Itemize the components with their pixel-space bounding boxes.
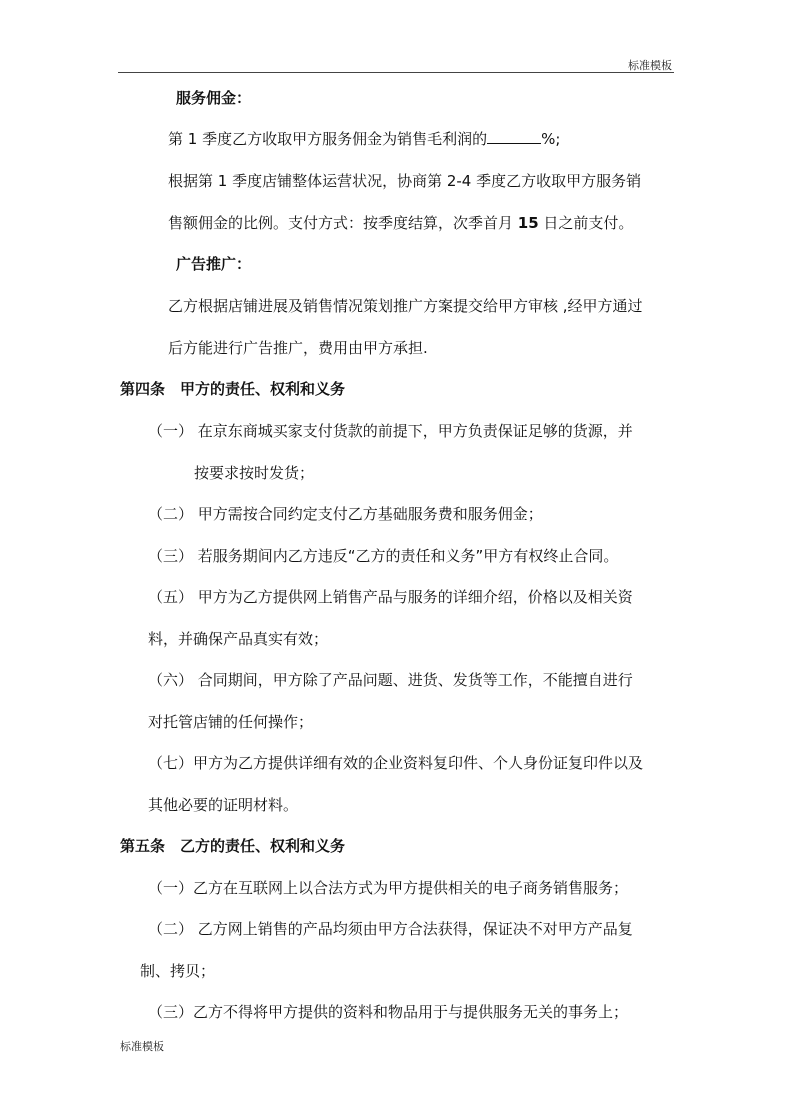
a4-item3: （三） 若服务期间内乙方违反“乙方的责任和义务”甲方有权终止合同。	[148, 547, 619, 565]
commission-q1-text: 第 1 季度乙方收取甲方服务佣金为销售毛利润的	[168, 130, 488, 148]
footer-label: 标准模板	[120, 1040, 164, 1053]
commission-q2-4-line1: 根据第 1 季度店铺整体运营状况，协商第 2-4 季度乙方收取甲方服务销	[168, 172, 642, 190]
commission-q1-suffix: %;	[541, 130, 561, 148]
a5-item2-line2: 制、拷贝；	[140, 962, 216, 980]
commission-blank	[487, 130, 541, 144]
commission-q1-line	[168, 129, 560, 149]
a4-item5-line2: 料，并确保产品真实有效；	[148, 630, 329, 648]
a4-item6-line2: 对托管店铺的任何操作；	[148, 713, 314, 731]
payment-text-c: 日之前支付。	[538, 214, 634, 232]
payment-day-number: 15	[517, 214, 539, 232]
article5-heading: 第五条 乙方的责任、权利和义务	[120, 837, 346, 855]
a5-item3: （三）乙方不得将甲方提供的资料和物品用于与提供服务无关的事务上；	[148, 1003, 629, 1021]
header-label: 标准模板	[628, 59, 672, 72]
a4-item7-line2: 其他必要的证明材料。	[148, 796, 299, 814]
a4-item2: （二） 甲方需按合同约定支付乙方基础服务费和服务佣金；	[148, 505, 543, 523]
ad-line1: 乙方根据店铺进展及销售情况策划推广方案提交给甲方审核 ,经甲方通过	[168, 297, 643, 315]
a5-item1: （一）乙方在互联网上以合法方式为甲方提供相关的电子商务销售服务；	[148, 879, 629, 897]
ad-line2: 后方能进行广告推广，费用由甲方承担.	[168, 339, 428, 357]
a4-item5-line1: （五） 甲方为乙方提供网上销售产品与服务的详细介绍，价格以及相关资	[148, 588, 633, 606]
a4-item1-line1: （一） 在京东商城买家支付货款的前提下，甲方负责保证足够的货源，并	[148, 422, 633, 440]
a4-item1-line2: 按要求按时发货；	[194, 464, 315, 482]
header-divider	[118, 72, 674, 73]
a4-item7-line1: （七）甲方为乙方提供详细有效的企业资料复印件、个人身份证复印件以及	[148, 754, 644, 772]
a5-item2-line1: （二） 乙方网上销售的产品均须由甲方合法获得，保证决不对甲方产品复	[148, 920, 633, 938]
article4-heading: 第四条 甲方的责任、权利和义务	[120, 380, 346, 398]
service-commission-heading: 服务佣金：	[176, 89, 252, 107]
ad-heading: 广告推广：	[176, 255, 252, 273]
payment-text-a: 售额佣金的比例。支付方式：按季度结算，次季首月	[168, 214, 518, 232]
a4-item6-line1: （六） 合同期间，甲方除了产品问题、进货、发货等工作，不能擅自进行	[148, 671, 633, 689]
commission-q2-4-line2	[168, 213, 633, 233]
